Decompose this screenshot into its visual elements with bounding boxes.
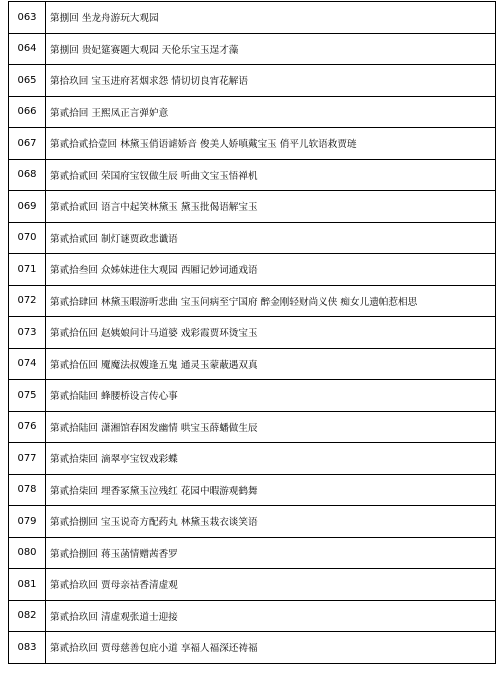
- episode-number: 066: [9, 96, 46, 128]
- table-row: [9, 222, 496, 254]
- episode-table: [8, 1, 496, 664]
- episode-title: 第捌回 贵妃筵赛题大观园 天伦乐宝玉逞才藻: [46, 33, 496, 65]
- table-row: [9, 254, 496, 286]
- episode-title: 第贰拾捌回 蒋玉菡情赠茜香罗: [46, 537, 496, 569]
- episode-number: 067: [9, 128, 46, 160]
- episode-title: 第贰拾玖回 贾母慈善包庇小道 享福人福深还祷福: [46, 632, 496, 664]
- episode-number: 063: [9, 2, 46, 34]
- episode-title: 第贰拾捌回 宝玉说奇方配药丸 林黛玉栽衣谈笑语: [46, 506, 496, 538]
- episode-title: 第贰拾肆回 林黛玉暇游听悲曲 宝玉问病至宁国府 醉金刚轻财尚义侠 痴女儿遗帕惹相思: [46, 285, 496, 317]
- episode-number: 068: [9, 159, 46, 191]
- episode-number: 083: [9, 632, 46, 664]
- table-row: [9, 632, 496, 664]
- episode-title: 第贰拾叁回 众姊妹进住大观园 西厢记妙词通戏语: [46, 254, 496, 286]
- table-row: [9, 128, 496, 160]
- episode-number: 078: [9, 474, 46, 506]
- episode-title: 第贰拾贰回 制灯谜贾政悲谶语: [46, 222, 496, 254]
- episode-number: 081: [9, 569, 46, 601]
- table-row: [9, 348, 496, 380]
- episode-number: 074: [9, 348, 46, 380]
- episode-title: 第贰拾贰回 荣国府宝钗做生辰 听曲文宝玉悟禅机: [46, 159, 496, 191]
- episode-title: 第贰拾陆回 蜂腰桥设言传心事: [46, 380, 496, 412]
- episode-title: 第贰拾贰回 语言中起笑林黛玉 黛玉批偈语解宝玉: [46, 191, 496, 223]
- episode-title: 第捌回 坐龙舟游玩大观园: [46, 2, 496, 34]
- episode-title: 第贰拾玖回 清虚观张道士迎接: [46, 600, 496, 632]
- table-row: [9, 474, 496, 506]
- episode-list-sheet: [8, 1, 496, 664]
- episode-title: 第拾玖回 宝玉进府茗烟求怨 情切切良宵花解语: [46, 65, 496, 97]
- episode-title: 第贰拾贰拾壹回 林黛玉俏语谑娇音 俊美人娇嗔戴宝玉 俏平儿软语救贾琏: [46, 128, 496, 160]
- episode-number: 065: [9, 65, 46, 97]
- episode-number: 069: [9, 191, 46, 223]
- table-row: [9, 317, 496, 349]
- table-row: [9, 33, 496, 65]
- episode-number: 076: [9, 411, 46, 443]
- episode-title: 第贰拾柒回 埋香冢黛玉泣残红 花园中暇游观鹤舞: [46, 474, 496, 506]
- table-row: [9, 380, 496, 412]
- episode-number: 082: [9, 600, 46, 632]
- episode-table-body: [9, 2, 496, 664]
- episode-title: 第贰拾伍回 魇魔法叔嫂逢五鬼 通灵玉蒙蔽遇双真: [46, 348, 496, 380]
- table-row: [9, 411, 496, 443]
- episode-number: 077: [9, 443, 46, 475]
- table-row: [9, 2, 496, 34]
- table-row: [9, 285, 496, 317]
- episode-title: 第贰拾回 王熙凤正言弹妒意: [46, 96, 496, 128]
- table-row: [9, 159, 496, 191]
- table-row: [9, 537, 496, 569]
- episode-number: 073: [9, 317, 46, 349]
- table-row: [9, 96, 496, 128]
- episode-title: 第贰拾玖回 贾母亲祜香清虚观: [46, 569, 496, 601]
- table-row: [9, 443, 496, 475]
- episode-number: 071: [9, 254, 46, 286]
- table-row: [9, 506, 496, 538]
- table-row: [9, 569, 496, 601]
- episode-title: 第贰拾伍回 赵姨娘问计马道婆 戏彩霞贾环烫宝玉: [46, 317, 496, 349]
- episode-number: 070: [9, 222, 46, 254]
- episode-number: 064: [9, 33, 46, 65]
- table-row: [9, 191, 496, 223]
- episode-number: 079: [9, 506, 46, 538]
- episode-title: 第贰拾柒回 滴翠亭宝钗戏彩蝶: [46, 443, 496, 475]
- episode-number: 072: [9, 285, 46, 317]
- episode-title: 第贰拾陆回 潇湘馆春困发幽情 哄宝玉薛蟠做生辰: [46, 411, 496, 443]
- table-row: [9, 600, 496, 632]
- episode-number: 080: [9, 537, 46, 569]
- table-row: [9, 65, 496, 97]
- episode-number: 075: [9, 380, 46, 412]
